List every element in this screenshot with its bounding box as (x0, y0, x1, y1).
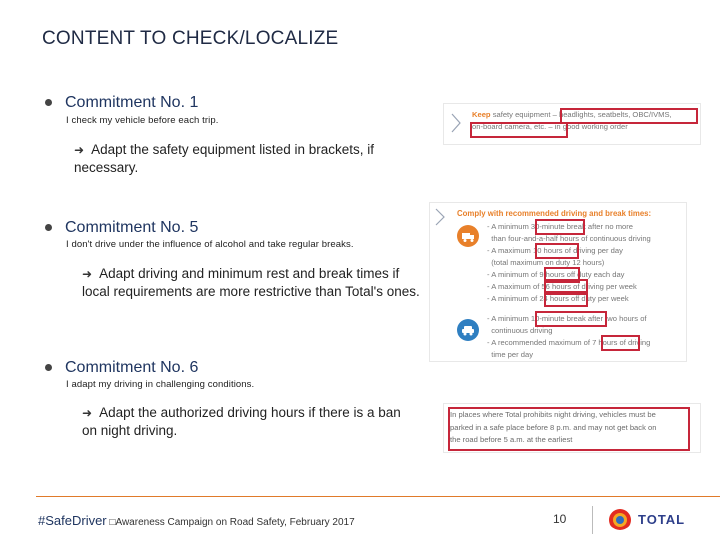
car-icon (457, 319, 479, 341)
bullet-icon (45, 364, 52, 371)
campaign-text: □Awareness Campaign on Road Safety, February 2017 (109, 517, 355, 528)
page-title: CONTENT TO CHECK/LOCALIZE (42, 28, 339, 49)
vehicle-check-text: Keep safety equipment – headlights, seatbelts, OBC/IVMS, on-board camera, etc. – in good working order (472, 110, 672, 131)
night-driving-panel (444, 404, 700, 452)
commitment-1-title: Commitment No. 1 (65, 94, 199, 111)
arrow-right-icon: ➜ (82, 267, 93, 281)
total-logo (606, 505, 716, 535)
commitment-6-title: Commitment No. 6 (65, 359, 199, 376)
commitment-6-note: Adapt the authorized driving hours if there is a ban on night driving. (82, 405, 401, 438)
highlight-box (560, 108, 698, 124)
highlight-box (544, 291, 588, 307)
driving-times-panel (430, 203, 686, 361)
commitment-1-note: Adapt the safety equipment listed in brackets, if necessary. (74, 142, 374, 175)
driving-times-heading: Comply with recommended driving and break times: (457, 209, 652, 218)
commitment-5-desc: I don't drive under the influence of alcohol and take regular breaks. (66, 239, 354, 250)
commitment-6-desc: I adapt my driving in challenging conditions. (66, 379, 255, 390)
total-logo-icon (606, 506, 634, 534)
footer-divider (36, 496, 720, 497)
footer-text (38, 513, 355, 528)
highlight-box (470, 122, 568, 138)
footer-separator (592, 506, 593, 534)
bullet-icon (45, 99, 52, 106)
commitment-5-title: Commitment No. 5 (65, 219, 199, 236)
hashtag: #SafeDriver (38, 513, 107, 528)
night-driving-text: In places where Total prohibits night driving, vehicles must be parked in a safe place before 8 p.m. and may not get back on the road before 5 a.m. at the earliest (450, 410, 657, 444)
chevron-right-icon (450, 112, 462, 134)
arrow-right-icon: ➜ (74, 143, 85, 157)
chevron-right-icon (434, 207, 446, 227)
truck-icon (457, 225, 479, 247)
vehicle-check-panel (444, 104, 700, 144)
page-number: 10 (553, 512, 567, 526)
arrow-right-icon: ➜ (82, 406, 93, 420)
highlight-box (535, 243, 579, 259)
truck-rules: - A minimum 30-minute break after no more than four-and-a-half hours of continuous driving - A maximum 10 hours of driving per day (total maximum on duty 12 hours) - A minimum of 9 hours off duty each day - A maximum of 56 hours of driving per week - A minimum of 24 hours off duty per week (487, 222, 651, 303)
highlight-box (535, 219, 585, 235)
highlight-box (601, 335, 640, 351)
bullet-icon (45, 224, 52, 231)
commitment-5-note: Adapt driving and minimum rest and break times if local requirements are more restrictive than Total's ones. (82, 266, 420, 299)
highlight-box (448, 407, 690, 451)
commitment-5-note-block (82, 265, 422, 300)
commitment-1-desc: I check my vehicle before each trip. (66, 115, 219, 126)
highlight-box (535, 311, 607, 327)
commitment-1-note-block (74, 141, 394, 176)
car-rules: - A minimum 10-minute break after two hours of continuous driving - A recommended maximum of 7 hours of driving time per day (487, 314, 651, 359)
commitment-6-note-block (82, 404, 402, 439)
total-logo-text: TOTAL (638, 512, 686, 527)
